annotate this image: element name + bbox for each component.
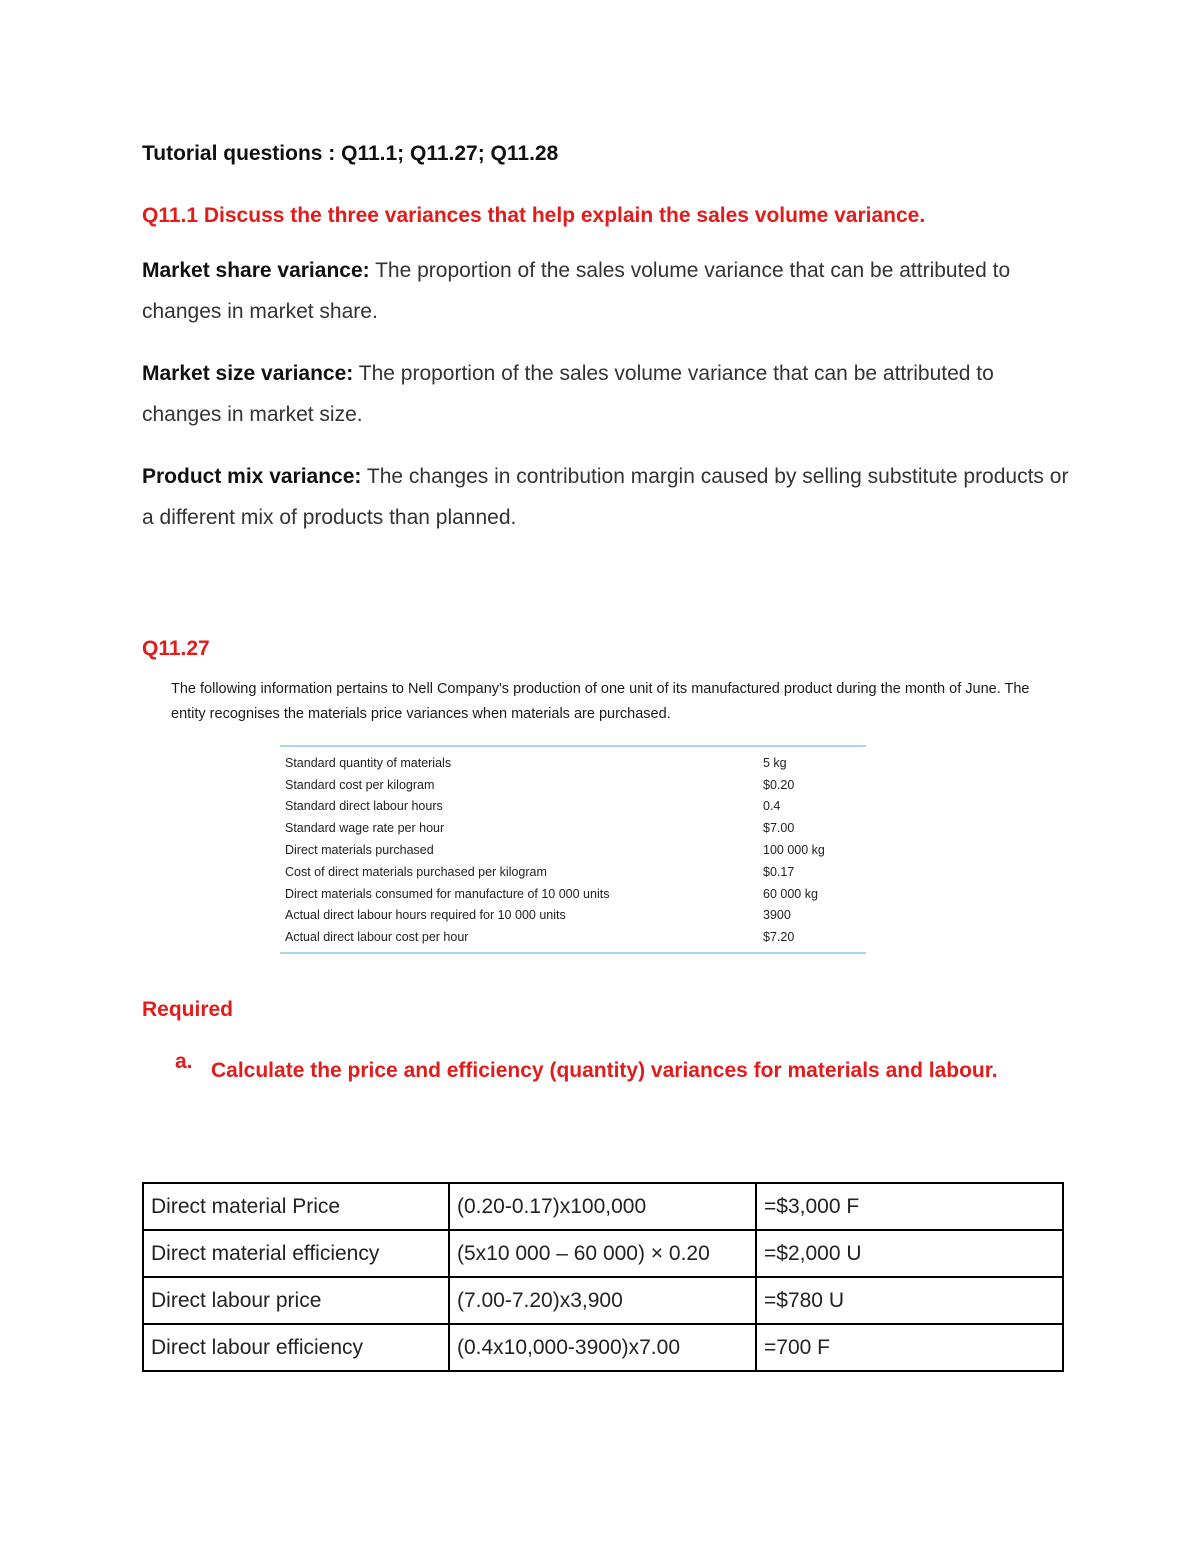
data-value: 60 000 kg <box>763 886 818 901</box>
question-11-27-intro: The following information pertains to Nell Company's production of one unit of its manufactured product during the month of June. The entity recognises the materials price variances when materials are purchased. <box>171 681 1030 722</box>
data-row <box>280 817 866 839</box>
product-mix-definition <box>142 456 1072 538</box>
data-value: $7.20 <box>763 930 795 945</box>
variance-name-cell: Direct labour efficiency <box>143 1324 449 1371</box>
variance-name-cell: Direct labour price <box>143 1277 449 1324</box>
data-value: $0.17 <box>763 864 795 879</box>
data-value: 100 000 kg <box>763 843 825 858</box>
data-label: Direct materials consumed for manufacture of 10 000 units <box>285 886 610 901</box>
data-value: 0.4 <box>763 799 781 814</box>
formula-cell: (5x10 000 – 60 000) × 0.20 <box>449 1230 756 1277</box>
variance-name-cell: Direct material Price <box>143 1183 449 1230</box>
definition-text: The proportion of the sales volume variance that can be attributed to changes in market share. <box>142 259 1011 323</box>
variance-calculation-table <box>142 1182 1064 1372</box>
result-cell: =$3,000 F <box>756 1183 1063 1230</box>
requirement-a-text: Calculate the price and efficiency (quantity) variances for materials and labour. <box>211 1059 998 1082</box>
term-label: Market size variance: <box>142 362 354 385</box>
required-heading: Required <box>142 998 234 1021</box>
term-label: Product mix variance: <box>142 465 362 488</box>
variance-name-cell: Direct material efficiency <box>143 1230 449 1277</box>
data-row <box>280 883 866 905</box>
table-row <box>143 1183 1063 1230</box>
data-value: $0.20 <box>763 777 795 792</box>
data-row <box>280 861 866 883</box>
data-label: Cost of direct materials purchased per kilogram <box>285 864 547 879</box>
data-value: 5 kg <box>763 755 787 770</box>
market-share-definition <box>142 250 1072 332</box>
table-row <box>143 1230 1063 1277</box>
table-row <box>143 1277 1063 1324</box>
data-row <box>280 752 866 774</box>
formula-cell: (0.20-0.17)x100,000 <box>449 1183 756 1230</box>
result-cell: =700 F <box>756 1324 1063 1371</box>
data-label: Standard direct labour hours <box>285 799 443 814</box>
table-row <box>143 1324 1063 1371</box>
formula-cell: (7.00-7.20)x3,900 <box>449 1277 756 1324</box>
data-label: Standard cost per kilogram <box>285 777 435 792</box>
result-cell: =$2,000 U <box>756 1230 1063 1277</box>
data-value: 3900 <box>763 908 791 923</box>
formula-cell: (0.4x10,000-3900)x7.00 <box>449 1324 756 1371</box>
result-cell: =$780 U <box>756 1277 1063 1324</box>
data-value: $7.00 <box>763 821 795 836</box>
data-row <box>280 905 866 927</box>
data-row <box>280 774 866 796</box>
list-marker: a. <box>175 1050 193 1073</box>
question-11-27-title: Q11.27 <box>142 637 210 660</box>
page-heading: Tutorial questions : Q11.1; Q11.27; Q11.28 <box>142 142 559 165</box>
data-label: Actual direct labour hours required for 10 000 units <box>285 908 566 923</box>
definition-text: The proportion of the sales volume variance that can be attributed to changes in market size. <box>142 362 994 426</box>
term-label: Market share variance: <box>142 259 370 282</box>
given-data-table <box>280 745 866 954</box>
definition-text: The changes in contribution margin caused by selling substitute products or a different mix of products than planned. <box>142 465 1069 529</box>
data-row <box>280 796 866 818</box>
market-size-definition <box>142 353 1072 435</box>
question-11-1-title: Q11.1 Discuss the three variances that help explain the sales volume variance. <box>142 204 926 227</box>
data-label: Direct materials purchased <box>285 843 434 858</box>
data-label: Standard wage rate per hour <box>285 821 445 836</box>
data-label: Actual direct labour cost per hour <box>285 930 469 945</box>
data-row <box>280 926 866 948</box>
data-row <box>280 839 866 861</box>
data-label: Standard quantity of materials <box>285 755 452 770</box>
